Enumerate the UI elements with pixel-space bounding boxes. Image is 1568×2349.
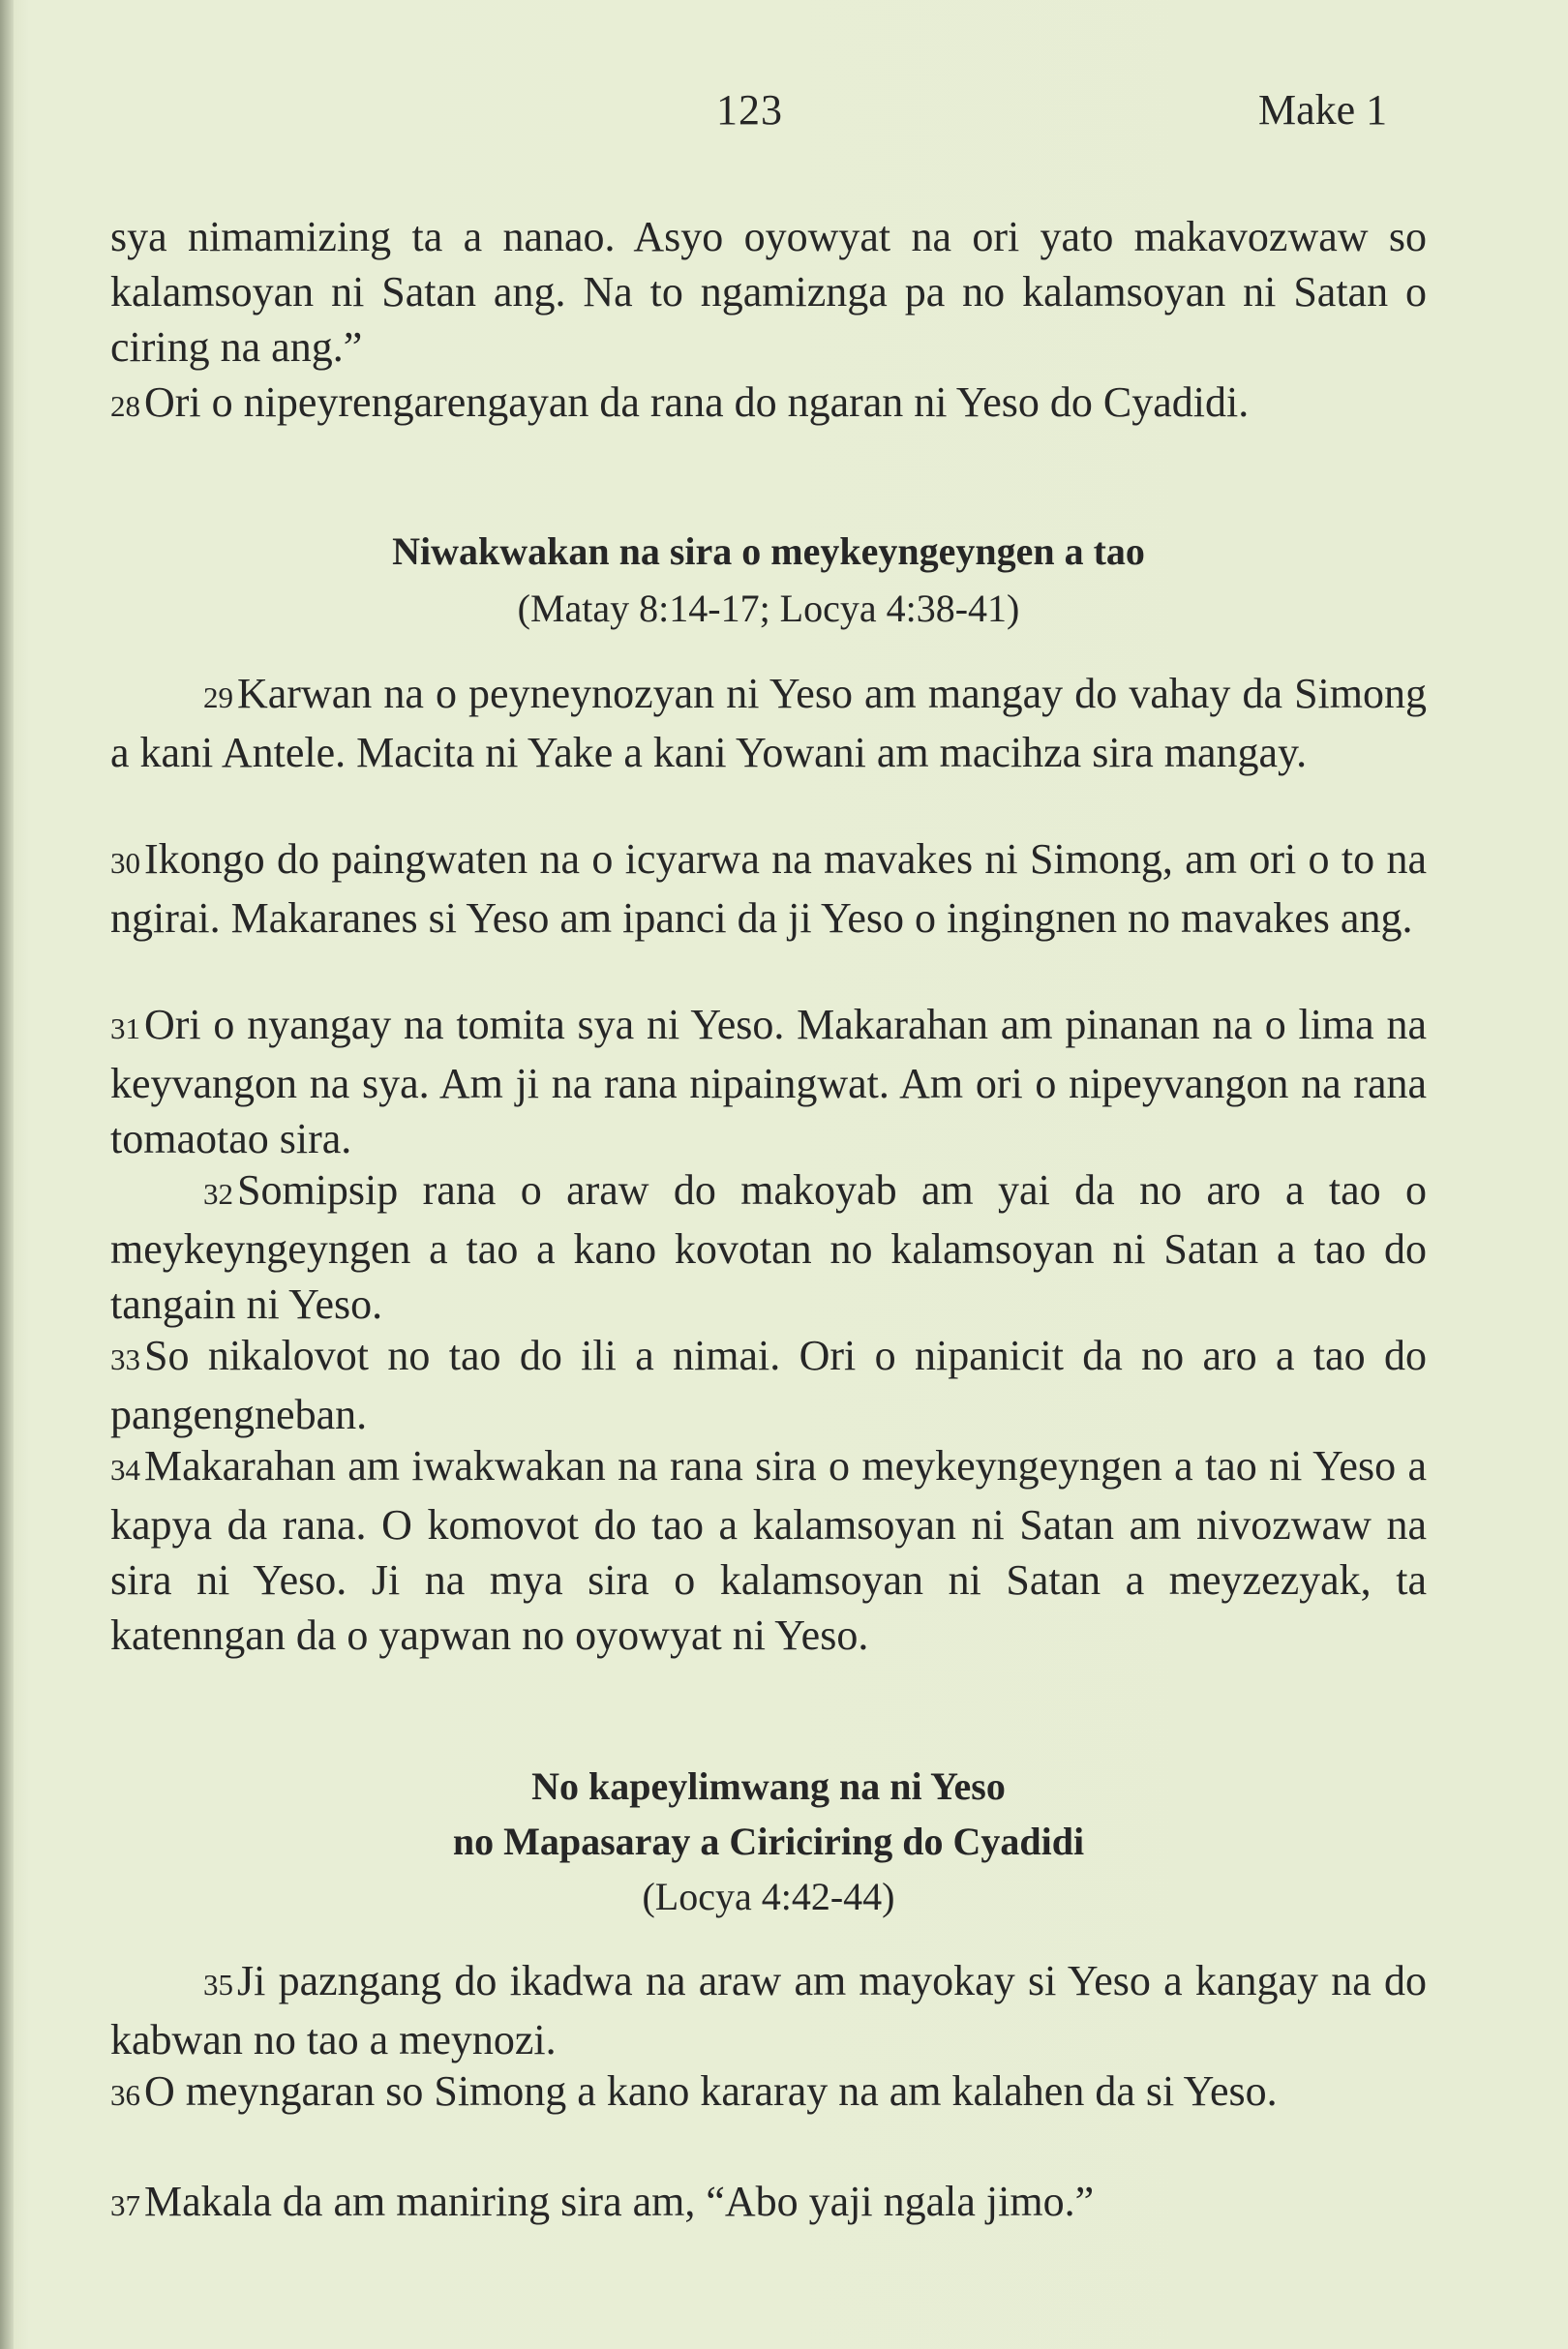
gutter-shadow (0, 0, 14, 2349)
verse-32 (110, 1162, 1427, 1332)
verse-33 (110, 1328, 1427, 1442)
verse-35 (110, 1953, 1427, 2067)
section-heading: Niwakwakan na sira o meykeyngeyngen a tao (392, 529, 1145, 573)
verse-number: 29 (203, 680, 233, 714)
verse-29 (110, 666, 1427, 780)
intro-paragraph (110, 209, 1427, 375)
section-reference: (Matay 8:14-17; Locya 4:38-41) (517, 587, 1020, 630)
continued-text: sya nimamizing ta a nanao. Asyo oyowyat na ori yato makavozwaw so kalamsoyan ni Satan ang. Na to ngamiznga pa no kalamsoyan ni Satan o ciring na ang.” (110, 213, 1427, 371)
verse-text: Makarahan am iwakwakan na rana sira o meykeyngeyngen a tao ni Yeso a kapya da rana. O komovot do tao a kalamsoyan ni Satan am nivozwaw na sira ni Yeso. Ji na mya sira o kalamsoyan ni Satan a meyzezyak, ta katenngan da o yapwan no oyowyat ni Yeso. (110, 1442, 1427, 1659)
verse-text: Karwan na o peyneynozyan ni Yeso am mangay do vahay da Simong a kani Antele. Macita ni Yake a kani Yowani am macihza sira mangay. (110, 670, 1427, 776)
verse-text: O meyngaran so Simong a kano kararay na am kalahen da si Yeso. (144, 2067, 1278, 2115)
verse-number: 34 (110, 1453, 140, 1487)
verse-text: Somipsip rana o araw do makoyab am yai da no aro a tao o meykeyngeyngen a tao a kano kovotan no kalamsoyan ni Satan a tao do tangain ni Yeso. (110, 1166, 1427, 1328)
page-number: 123 (716, 86, 783, 134)
verse-number: 35 (203, 1968, 233, 2002)
verse-number: 31 (110, 1011, 140, 1045)
verse-text: So nikalovot no tao do ili a nimai. Ori o nipanicit da no aro a tao do pangengneban. (110, 1332, 1427, 1438)
verse-number: 32 (203, 1177, 233, 1211)
section-heading-line-1: No kapeylimwang na ni Yeso (531, 1764, 1006, 1808)
verse-number: 28 (110, 389, 140, 423)
verse-text: Ori o nipeyrengarengayan da rana do ngaran ni Yeso do Cyadidi. (144, 378, 1250, 426)
verse-text: Makala da am maniring sira am, “Abo yaji ngala jimo.” (144, 2178, 1095, 2225)
verse-number: 36 (110, 2078, 140, 2112)
verse-text: Ikongo do paingwaten na o icyarwa na mavakes ni Simong, am ori o to na ngirai. Makaranes si Yeso am ipanci da ji Yeso o ingingnen no mavakes ang. (110, 835, 1427, 942)
verse-number: 30 (110, 846, 140, 880)
verse-number: 37 (110, 2188, 140, 2222)
verse-30 (110, 831, 1427, 946)
verse-34 (110, 1438, 1427, 1663)
running-header-book: Make 1 (1258, 86, 1388, 134)
verse-text: Ori o nyangay na tomita sya ni Yeso. Makarahan am pinanan na o lima na keyvangon na sya. Am ji na rana nipaingwat. Am ori o nipeyvangon na rana tomaotao sira. (110, 1001, 1427, 1162)
verse-36 (110, 2063, 1427, 2123)
verse-28 (110, 375, 1427, 434)
verse-text: Ji pazngang do ikadwa na araw am mayokay si Yeso a kangay na do kabwan no tao a meynozi. (110, 1957, 1427, 2063)
verse-31 (110, 997, 1427, 1166)
section-heading-line-2: no Mapasaray a Ciriciring do Cyadidi (452, 1820, 1085, 1863)
verse-37 (110, 2174, 1427, 2233)
verse-number: 33 (110, 1342, 140, 1376)
section-reference: (Locya 4:42-44) (642, 1875, 895, 1918)
